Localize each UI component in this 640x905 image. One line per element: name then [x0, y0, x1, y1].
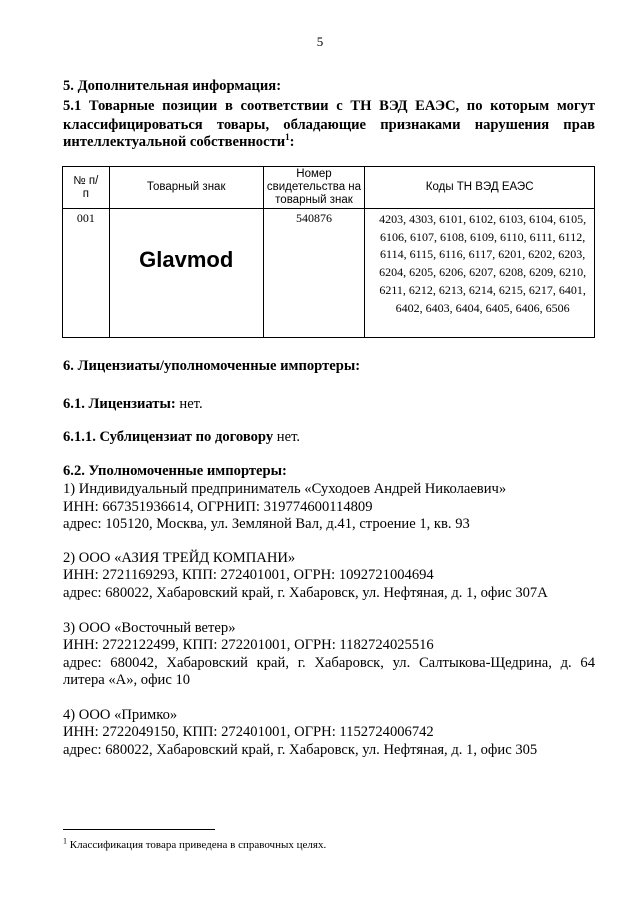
cell-num — [63, 209, 110, 338]
importer-4-name: 4) ООО «Примко» — [63, 707, 178, 723]
importer-3-address-line2: литера «А», офис 10 — [63, 672, 191, 688]
importer-1-name: 1) Индивидуальный предприниматель «Суходоев Андрей Николаевич» — [63, 481, 507, 497]
header-certificate: Номер свидетельства на товарный знак — [263, 167, 365, 209]
page-number: 5 — [316, 34, 324, 49]
section-6-1-1-label: 6.1.1. Сублицензиат по договору — [63, 429, 274, 445]
section-6-1-label: 6.1. Лицензиаты: — [63, 396, 176, 412]
importer-4-address: адрес: 680022, Хабаровский край, г. Хабаровск, ул. Нефтяная, д. 1, офис 305 — [63, 742, 538, 758]
footnote — [63, 836, 327, 851]
section-6-1-1-value: нет. — [273, 429, 301, 445]
section-5-1-heading-line2: интеллектуальной собственности — [63, 134, 286, 150]
section-6-1-value: нет. — [175, 396, 203, 412]
header-num — [63, 167, 110, 209]
footnote-marker: 1 — [63, 836, 67, 846]
importer-2-name: 2) ООО «АЗИЯ ТРЕЙД КОМПАНИ» — [63, 550, 296, 566]
importer-1-address: адрес: 105120, Москва, ул. Земляной Вал, д.41, строение 1, кв. 93 — [63, 516, 470, 532]
importer-3-ids: ИНН: 2722122499, КПП: 272201001, ОГРН: 1182724025516 — [63, 637, 434, 653]
importer-4-ids: ИНН: 2722049150, КПП: 272401001, ОГРН: 1152724006742 — [63, 724, 434, 740]
cell-certificate — [263, 209, 365, 338]
trademark-logo-text: Glavmod — [139, 247, 234, 272]
table-header-row — [63, 167, 595, 209]
footnote-text: Классификация товара приведена в справочных целях. — [67, 839, 327, 851]
section-5-title: 5. Дополнительная информация: — [63, 78, 282, 94]
cell-trademark — [109, 209, 263, 338]
importer-3-address-line1: адрес: 680042, Хабаровский край, г. Хабаровск, ул. Салтыкова-Щедрина, д. 64 — [63, 655, 595, 671]
importer-2-address: адрес: 680022, Хабаровский край, г. Хабаровск, ул. Нефтяная, д. 1, офис 307А — [63, 585, 548, 601]
certificate-number: 540876 — [295, 211, 332, 225]
section-6-title: 6. Лицензиаты/уполномоченные импортеры: — [63, 358, 361, 374]
section-6-1 — [63, 396, 203, 413]
importer-1-ids: ИНН: 667351936614, ОГРНИП: 319774600114809 — [63, 499, 373, 515]
section-5-1-colon: : — [289, 134, 295, 150]
section-6-1-1 — [63, 429, 300, 446]
trademark-table — [62, 166, 595, 338]
cell-codes — [365, 209, 595, 338]
table-row — [63, 209, 595, 338]
footnote-ref: 1 — [285, 132, 290, 143]
header-codes: Коды ТН ВЭД ЕАЭС — [365, 167, 595, 209]
header-trademark: Товарный знак — [109, 167, 263, 209]
footnote-separator — [63, 829, 215, 830]
section-5-1-heading-end — [63, 134, 295, 151]
row-num: 001 — [76, 211, 95, 225]
section-6-2-title: 6.2. Уполномоченные импортеры: — [63, 463, 287, 479]
header-num-label: № п/п — [73, 174, 99, 200]
importer-3-name: 3) ООО «Восточный ветер» — [63, 620, 236, 636]
hs-codes: 4203, 4303, 6101, 6102, 6103, 6104, 6105, 6106, 6107, 6108, 6109, 6110, 6111, 6112, 6114, 6115, 6116, 6117, 6201, 6202, 6203, 6204, 6205, 6206, 6207, 6208, 6209, 6210, 6211, 6212, 6213, 6214, 6215, 6217, 6401, 6402, 6403, 6404, 6405, 6406, 6506 — [379, 212, 587, 315]
section-5-1-heading: 5.1 Товарные позиции в соответствии с ТН ВЭД ЕАЭС, по которым могут классифицироваться товары, обладающие признаками нарушения прав — [63, 98, 595, 133]
importer-2-ids: ИНН: 2721169293, КПП: 272401001, ОГРН: 1092721004694 — [63, 567, 434, 583]
